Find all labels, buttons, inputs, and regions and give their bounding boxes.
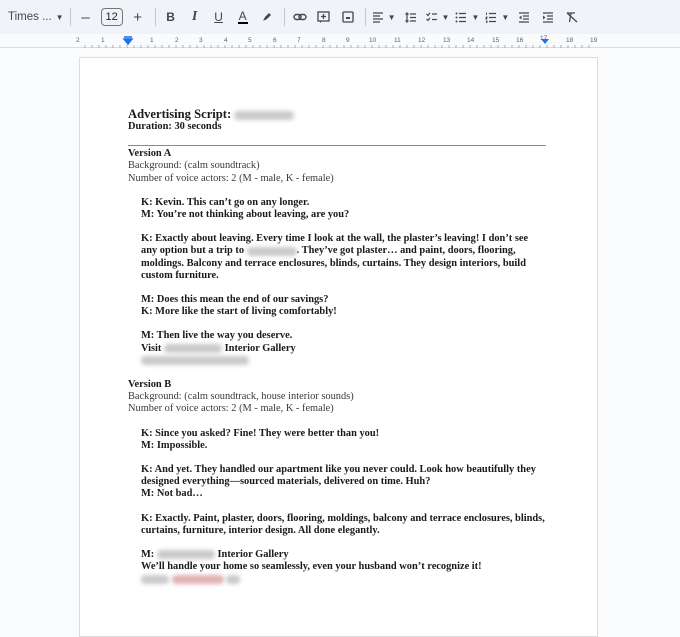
horizontal-ruler[interactable] bbox=[0, 34, 680, 48]
redacted-contact bbox=[226, 575, 240, 584]
clear-formatting-button[interactable] bbox=[563, 6, 581, 28]
svg-text:12: 12 bbox=[418, 37, 426, 44]
dialogue-line bbox=[141, 245, 548, 257]
dialogue-line: K: Exactly. Paint, plaster, doors, flooring, moldings, balcony and terrace enclosures, blinds, bbox=[141, 512, 545, 524]
svg-text:1: 1 bbox=[150, 37, 154, 44]
decrease-font-size-button[interactable]: – bbox=[81, 8, 90, 26]
dialogue-line: K: Kevin. This can’t go on any longer. bbox=[141, 196, 310, 208]
svg-text:8: 8 bbox=[322, 37, 326, 44]
dialogue-line: M: Then live the way you deserve. bbox=[141, 330, 293, 342]
svg-text:3: 3 bbox=[199, 37, 203, 44]
toolbar-divider bbox=[284, 8, 285, 26]
dialogue-line: K: More like the start of living comfortably! bbox=[141, 306, 337, 318]
toolbar-divider bbox=[70, 8, 71, 26]
increase-indent-icon bbox=[542, 12, 554, 23]
dialogue-line: K: Exactly about leaving. Every time I look at the wall, the plaster’s leaving! I don’t see bbox=[141, 233, 529, 245]
redacted-contact bbox=[141, 575, 169, 584]
dialogue-line: custom furniture. bbox=[141, 269, 219, 281]
toolbar-divider bbox=[365, 8, 366, 26]
chevron-down-icon: ▼ bbox=[471, 12, 480, 22]
svg-text:19: 19 bbox=[590, 37, 598, 44]
redacted-contact-line bbox=[141, 573, 548, 585]
dialogue-text: M: bbox=[141, 549, 155, 561]
chevron-down-icon: ▼ bbox=[387, 12, 396, 22]
svg-text:2: 2 bbox=[76, 37, 80, 44]
dialogue-line: curtains, furniture, interior design. All done elegantly. bbox=[141, 524, 380, 536]
script-title bbox=[128, 107, 548, 121]
title-prefix: Advertising Script: bbox=[128, 107, 232, 121]
bulleted-list-icon bbox=[455, 12, 467, 23]
dialogue-text: Visit bbox=[141, 342, 162, 354]
svg-text:2: 2 bbox=[175, 37, 179, 44]
formatting-toolbar bbox=[0, 0, 680, 34]
line-spacing-icon bbox=[405, 12, 417, 23]
svg-text:6: 6 bbox=[273, 37, 277, 44]
svg-text:7: 7 bbox=[297, 37, 301, 44]
version-b-dialogue bbox=[128, 428, 548, 586]
dialogue-line: M: Impossible. bbox=[141, 439, 208, 451]
dialogue-line: moldings. Balcony and terrace enclosures, blinds, curtains. They design interiors, build bbox=[141, 257, 526, 269]
dialogue-text: any option but a trip to bbox=[141, 245, 245, 257]
redacted-brand-name bbox=[234, 111, 294, 120]
dialogue-line bbox=[141, 343, 548, 355]
document-body[interactable] bbox=[128, 107, 548, 586]
link-icon bbox=[293, 12, 307, 22]
svg-text:14: 14 bbox=[467, 37, 475, 44]
duration-line: Duration: 30 seconds bbox=[128, 121, 222, 132]
version-a-voice-actors: Number of voice actors: 2 (M - male, K - female) bbox=[128, 172, 334, 184]
horizontal-rule bbox=[128, 145, 546, 146]
svg-text:11: 11 bbox=[394, 37, 401, 44]
increase-indent-button[interactable] bbox=[539, 6, 557, 28]
svg-text:18: 18 bbox=[566, 37, 574, 44]
decrease-indent-icon bbox=[518, 12, 530, 23]
bulleted-list-dropdown[interactable] bbox=[455, 6, 479, 28]
bold-button[interactable]: B bbox=[166, 10, 175, 24]
decrease-indent-button[interactable] bbox=[515, 6, 533, 28]
dialogue-line: K: Since you asked? Fine! They were better than you! bbox=[141, 427, 380, 439]
insert-image-button[interactable] bbox=[339, 6, 357, 28]
version-a-background: Background: (calm soundtrack) bbox=[128, 160, 260, 172]
ruler-ticks bbox=[0, 34, 680, 48]
redacted-brand-name bbox=[157, 550, 215, 559]
dialogue-text: . They’ve got plaster… and paint, doors, flooring, bbox=[296, 245, 516, 257]
dialogue-line: K: And yet. They handled our apartment like you never could. Look how beautifully they bbox=[141, 464, 536, 476]
chevron-down-icon: ▼ bbox=[441, 12, 450, 22]
dialogue-line: M: You’re not thinking about leaving, are you? bbox=[141, 209, 350, 221]
chevron-down-icon: ▼ bbox=[501, 12, 510, 22]
svg-text:15: 15 bbox=[492, 37, 500, 44]
svg-text:4: 4 bbox=[224, 37, 228, 44]
svg-text:9: 9 bbox=[346, 37, 350, 44]
dialogue-line bbox=[141, 549, 548, 561]
svg-text:16: 16 bbox=[516, 37, 524, 44]
highlighter-pen-icon bbox=[261, 11, 273, 23]
redacted-brand-name bbox=[164, 344, 222, 353]
dialogue-line: We’ll handle your home so seamlessly, even your husband won’t recognize it! bbox=[141, 561, 482, 573]
numbered-list-icon bbox=[485, 12, 497, 23]
dialogue-text: Interior Gallery bbox=[217, 549, 289, 561]
add-comment-icon bbox=[317, 11, 330, 24]
dialogue-line: designed everything—sourced materials, delivered on time. Huh? bbox=[141, 476, 431, 488]
font-family-value: Times ... bbox=[8, 11, 52, 23]
dialogue-line: M: Not bad… bbox=[141, 488, 203, 500]
redacted-link[interactable] bbox=[172, 575, 224, 584]
redacted-brand-name bbox=[247, 247, 297, 256]
clear-formatting-icon bbox=[566, 12, 578, 23]
version-a-heading: Version A bbox=[128, 148, 172, 160]
add-comment-button[interactable] bbox=[315, 6, 333, 28]
version-b-heading: Version B bbox=[128, 379, 172, 391]
version-a-dialogue bbox=[128, 197, 548, 367]
line-spacing-button[interactable] bbox=[402, 6, 420, 28]
align-left-icon bbox=[372, 12, 384, 23]
increase-font-size-button[interactable]: + bbox=[133, 8, 142, 26]
text-color-icon: A bbox=[238, 9, 247, 23]
underline-button[interactable]: U bbox=[214, 10, 223, 24]
version-b-background: Background: (calm soundtrack, house interior sounds) bbox=[128, 391, 354, 403]
svg-text:17: 17 bbox=[540, 35, 548, 42]
redacted-contact bbox=[141, 356, 249, 365]
font-size-input[interactable]: 12 bbox=[101, 8, 123, 26]
checklist-icon bbox=[426, 12, 438, 23]
chevron-down-icon: ▼ bbox=[55, 12, 64, 22]
italic-button[interactable]: I bbox=[191, 9, 198, 24]
toolbar-divider bbox=[155, 8, 156, 26]
align-dropdown[interactable] bbox=[372, 6, 396, 28]
text-color-button[interactable] bbox=[234, 6, 252, 28]
numbered-list-dropdown[interactable] bbox=[485, 6, 509, 28]
svg-text:10: 10 bbox=[369, 37, 377, 44]
checklist-dropdown[interactable] bbox=[426, 6, 450, 28]
svg-text:5: 5 bbox=[248, 37, 252, 44]
image-icon bbox=[342, 11, 354, 23]
version-b-voice-actors: Number of voice actors: 2 (M - male, K - female) bbox=[128, 403, 334, 415]
redacted-contact-line bbox=[141, 355, 548, 367]
insert-link-button[interactable] bbox=[291, 6, 309, 28]
svg-text:1: 1 bbox=[101, 37, 105, 44]
dialogue-line: M: Does this mean the end of our savings? bbox=[141, 294, 329, 306]
dialogue-text: Interior Gallery bbox=[224, 342, 296, 354]
svg-text:13: 13 bbox=[443, 37, 451, 44]
highlight-color-button[interactable] bbox=[258, 6, 276, 28]
font-family-dropdown[interactable] bbox=[8, 6, 64, 28]
